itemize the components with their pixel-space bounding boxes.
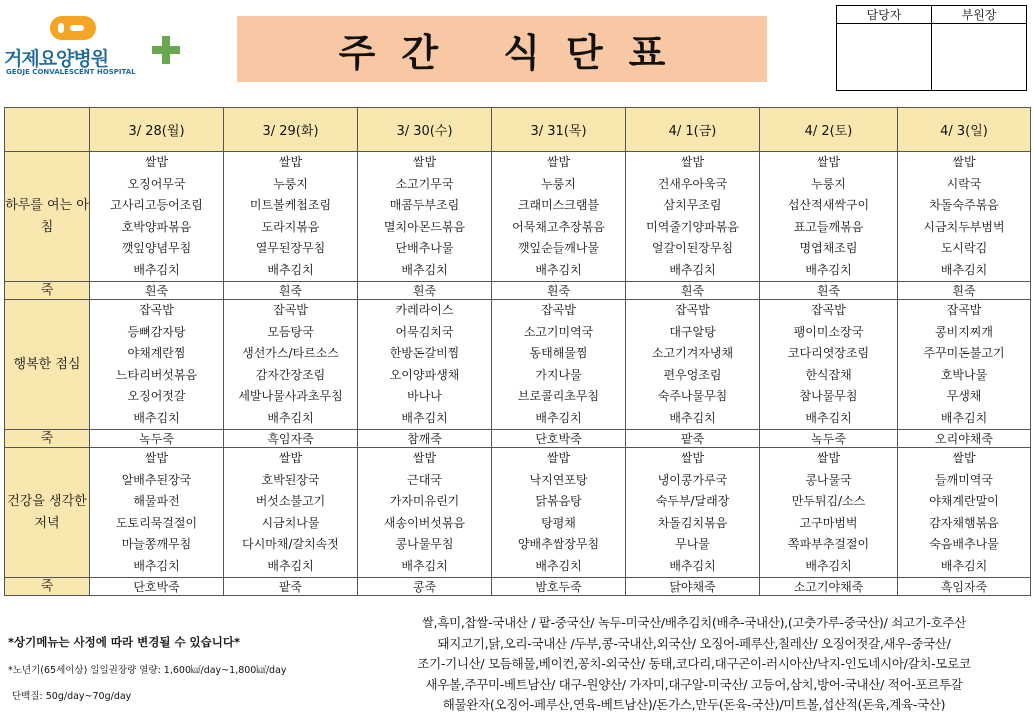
dinner-label: 건강을 생각한 저녁 — [5, 448, 90, 578]
breakfast-menu-cell — [760, 152, 898, 282]
origin-line: 돼지고기,닭,오리-국내산 /두부,콩-국내산,외국산/ 오징어-페루산,칠레산/ 오징어젓갈,새우-중국산/ — [437, 635, 951, 651]
porridge-item: 흰죽 — [358, 282, 492, 300]
menu-item: 쪽파부추걸절이 — [787, 537, 870, 551]
day-header: 4/ 3(일) — [898, 108, 1031, 152]
menu-item: 배추김치 — [401, 410, 448, 425]
menu-item: 배추김치 — [267, 558, 314, 573]
menu-item: 주꾸미돈불고기 — [923, 346, 1005, 360]
porridge-item: 녹두죽 — [90, 430, 224, 448]
menu-item: 배추김치 — [133, 410, 180, 425]
menu-item: 고구마범벅 — [799, 515, 858, 530]
porridge-item: 닭야채죽 — [626, 578, 760, 596]
menu-item: 감자간장조림 — [255, 367, 326, 382]
menu-item: 한식잡채 — [805, 367, 852, 382]
menu-item: 가지나물 — [535, 367, 582, 382]
dinner-row — [5, 448, 1031, 578]
menu-item: 쌀밥 — [816, 451, 841, 465]
dinner-menu-cell — [224, 448, 358, 578]
origin-line: 쌀,흑미,찹쌀-국내산 / 팥-중국산/ 녹두-미국산/배추김치(배추-국내산),(고춧가루-중국산)/ 쇠고기-호주산 — [421, 615, 967, 630]
lunch-menu-cell — [492, 300, 626, 430]
porridge-item: 참깨죽 — [358, 430, 492, 448]
medical-cross-icon — [152, 36, 180, 64]
origin-line: 조기-기니산/ 모듬해물,베이컨,꽁치-외국산/ 동태,코다리,대구곤이-러시아산/낙지-인도네시아/갈치-모로코 — [417, 656, 971, 672]
menu-item: 깻잎양념무침 — [121, 241, 192, 255]
menu-item: 잡곡밥 — [675, 303, 710, 317]
approval-header-manager: 담당자 — [837, 6, 932, 24]
menu-item: 쌀밥 — [952, 155, 976, 169]
breakfast-porridge-label: 죽 — [5, 282, 90, 300]
logo-subtitle: GEOJE CONVALESCENT HOSPITAL — [6, 68, 136, 76]
change-notice: *상기메뉴는 사정에 따라 변경될 수 있습니다* — [8, 635, 241, 649]
menu-item: 마늘쫑깨무침 — [121, 537, 192, 551]
menu-item: 크래미스크램블 — [517, 198, 600, 212]
menu-item: 잡곡밥 — [273, 303, 308, 317]
menu-item: 참나물무침 — [799, 389, 858, 403]
porridge-item: 흰죽 — [90, 282, 224, 300]
menu-item: 냉이콩가루국 — [657, 472, 728, 487]
lunch-label: 행복한 점심 — [5, 300, 90, 430]
menu-item: 배추김치 — [669, 558, 716, 573]
menu-item: 표고들깨볶음 — [793, 219, 864, 234]
approval-header-vice-director: 부원장 — [932, 6, 1027, 24]
menu-item: 배추김치 — [267, 410, 314, 425]
menu-item: 오징어젓갈 — [127, 389, 186, 403]
menu-item: 배추김치 — [805, 262, 852, 277]
menu-item: 콩비지찌개 — [935, 324, 993, 339]
menu-item: 쌀밥 — [680, 451, 705, 465]
menu-item: 오징어무국 — [127, 176, 186, 191]
menu-item: 가자미유린기 — [389, 494, 460, 508]
lunch-menu-cell — [90, 300, 224, 430]
menu-item: 카레라이스 — [395, 303, 454, 317]
menu-item: 느타리버섯볶음 — [115, 367, 198, 382]
lunch-porridge-label: 죽 — [5, 430, 90, 448]
menu-item: 섭산적새싹구이 — [787, 198, 870, 212]
menu-item: 숙음배추나물 — [929, 537, 999, 551]
porridge-item: 흑임자죽 — [224, 430, 358, 448]
menu-item: 모듬탕국 — [267, 324, 314, 339]
menu-item: 깻잎순들깨나물 — [517, 241, 600, 255]
notes — [8, 634, 358, 702]
menu-item: 누룽지 — [811, 176, 846, 191]
menu-item: 해물파전 — [133, 494, 180, 508]
menu-item: 배추김치 — [940, 262, 988, 277]
porridge-item: 팥죽 — [626, 430, 760, 448]
breakfast-menu-cell — [626, 152, 760, 282]
menu-item: 소고기무국 — [395, 176, 454, 191]
menu-item: 쌀밥 — [952, 451, 976, 465]
porridge-item: 팥죽 — [224, 578, 358, 596]
menu-item: 오이양파생채 — [389, 367, 460, 382]
lunch-menu-cell — [626, 300, 760, 430]
menu-item: 팽이미소장국 — [793, 324, 864, 339]
menu-item: 미역줄기양파볶음 — [646, 219, 739, 234]
approval-sign-vice-director[interactable] — [932, 24, 1027, 91]
approval-sign-manager[interactable] — [837, 24, 932, 91]
menu-item: 멸치아몬드볶음 — [383, 219, 466, 234]
menu-item: 쌀밥 — [412, 155, 437, 169]
menu-item: 쌀밥 — [278, 451, 303, 465]
breakfast-menu-cell — [358, 152, 492, 282]
breakfast-label: 하루를 여는 아침 — [5, 152, 90, 282]
menu-item: 감자채햄볶음 — [929, 515, 999, 530]
menu-item: 다시마채/갈치속젓 — [242, 537, 339, 551]
menu-item: 호박된장국 — [261, 472, 320, 487]
day-header: 4/ 2(토) — [760, 108, 898, 152]
origin-line: 해물완자(오징어-페루산,연육-베트남산)/돈가스,만두(돈육-국산)/미트볼,섭산적(돈육,계육-국산) — [442, 697, 946, 713]
porridge-item: 단호박죽 — [90, 578, 224, 596]
menu-item: 시금치나물 — [261, 515, 320, 530]
menu-item: 잡곡밥 — [541, 303, 576, 317]
menu-item: 코다리엿장조림 — [787, 346, 870, 360]
lunch-menu-cell — [760, 300, 898, 430]
breakfast-menu-cell — [492, 152, 626, 282]
menu-item: 버섯소불고기 — [255, 494, 326, 508]
menu-item: 배추김치 — [669, 262, 716, 277]
menu-item: 배추김치 — [267, 262, 314, 277]
day-header: 3/ 31(목) — [492, 108, 626, 152]
menu-item: 대구알탕 — [669, 324, 716, 339]
porridge-item: 소고기야채죽 — [760, 578, 898, 596]
day-header-row — [5, 108, 1031, 152]
lunch-menu-cell — [358, 300, 492, 430]
porridge-item: 녹두죽 — [760, 430, 898, 448]
menu-item: 배추김치 — [401, 262, 448, 277]
dinner-menu-cell — [760, 448, 898, 578]
dinner-menu-cell — [358, 448, 492, 578]
dinner-menu-cell — [492, 448, 626, 578]
menu-item: 쌀밥 — [816, 155, 841, 169]
menu-item: 야채계란찜 — [127, 346, 186, 360]
menu-item: 배추김치 — [401, 558, 448, 573]
menu-item: 새송이버섯볶음 — [383, 515, 466, 530]
menu-item: 세발나물사과초무침 — [238, 389, 343, 403]
porridge-item: 흑임자죽 — [898, 578, 1031, 596]
menu-item: 도토리묵걸절이 — [115, 515, 198, 530]
menu-item: 누룽지 — [273, 176, 308, 191]
menu-item: 배추김치 — [940, 410, 988, 425]
menu-item: 생선가스/타르소스 — [242, 346, 339, 360]
menu-item: 삼치무조림 — [663, 198, 722, 212]
menu-item: 배추김치 — [535, 410, 582, 425]
menu-item: 배추김치 — [669, 410, 716, 425]
menu-item: 배추김치 — [940, 558, 988, 573]
porridge-item: 흰죽 — [224, 282, 358, 300]
dinner-porridge-label: 죽 — [5, 578, 90, 596]
corner-cell — [5, 108, 90, 152]
porridge-item: 흰죽 — [898, 282, 1031, 300]
menu-item: 건새우아욱국 — [657, 176, 728, 191]
dinner-menu-cell — [90, 448, 224, 578]
lunch-menu-cell — [224, 300, 358, 430]
menu-item: 한방돈갈비찜 — [389, 346, 460, 360]
dinner-porridge-row — [5, 578, 1031, 596]
menu-item: 잡곡밥 — [946, 303, 982, 317]
logo-emblem-icon — [50, 16, 96, 40]
dinner-menu-cell — [626, 448, 760, 578]
menu-item: 배추김치 — [133, 558, 180, 573]
porridge-item: 단호박죽 — [492, 430, 626, 448]
menu-item: 무생채 — [946, 389, 982, 403]
menu-item: 배추김치 — [535, 262, 582, 277]
menu-item: 미트볼케첩조림 — [249, 198, 332, 212]
menu-table — [4, 107, 1031, 596]
origin-info — [358, 613, 1030, 716]
menu-item: 야채계란말이 — [929, 494, 999, 508]
menu-item: 배추김치 — [805, 410, 852, 425]
menu-item: 만두튀김/소스 — [791, 494, 866, 508]
menu-item: 알배추된장국 — [121, 472, 192, 487]
hospital-logo — [4, 10, 200, 82]
menu-item: 시금치두부범벅 — [923, 219, 1005, 234]
menu-item: 열무된장무침 — [255, 241, 326, 255]
breakfast-row — [5, 152, 1031, 282]
menu-item: 차돌숙주볶음 — [929, 198, 999, 212]
menu-item: 도라지볶음 — [261, 219, 320, 234]
menu-item: 쌀밥 — [144, 451, 169, 465]
menu-item: 동태해물찜 — [529, 346, 588, 360]
menu-item: 잡곡밥 — [139, 303, 174, 317]
menu-item: 낙지연포탕 — [529, 472, 588, 487]
calorie-note: *노년기(65세이상) 일일권장량 열량: 1,600㎉/day~1,800㎉/day — [8, 665, 287, 676]
menu-item: 단배추나물 — [395, 241, 454, 255]
menu-item: 콩나물무침 — [395, 537, 454, 551]
menu-item: 차돌김치볶음 — [657, 515, 728, 530]
menu-item: 배추김치 — [133, 262, 180, 277]
menu-item: 소고기미역국 — [523, 324, 594, 339]
page-title: 주간 식단표 — [338, 30, 692, 75]
menu-item: 무나물 — [675, 537, 710, 551]
menu-item: 얼갈이된장무침 — [651, 241, 734, 255]
menu-item: 닭볶음탕 — [535, 494, 582, 508]
menu-item: 매콤두부조림 — [389, 198, 460, 212]
menu-item: 숙두부/달래장 — [655, 494, 730, 508]
lunch-porridge-row — [5, 430, 1031, 448]
menu-item: 바나나 — [407, 389, 442, 403]
breakfast-menu-cell — [90, 152, 224, 282]
menu-item: 잡곡밥 — [811, 303, 846, 317]
menu-item: 도시락김 — [940, 241, 988, 255]
menu-item: 시락국 — [946, 176, 982, 191]
menu-item: 배추김치 — [805, 558, 852, 573]
menu-item: 소고기겨자냉채 — [651, 346, 734, 360]
menu-item: 누룽지 — [541, 176, 576, 191]
menu-item: 쌀밥 — [278, 155, 303, 169]
menu-item: 등뼈감자탕 — [127, 324, 186, 339]
logo-name: 거제요양병원 — [4, 48, 109, 70]
porridge-item: 흰죽 — [760, 282, 898, 300]
menu-item: 쌀밥 — [546, 155, 571, 169]
porridge-item: 밤호두죽 — [492, 578, 626, 596]
day-header: 4/ 1(금) — [626, 108, 760, 152]
menu-item: 쌀밥 — [412, 451, 437, 465]
breakfast-menu-cell — [898, 152, 1031, 282]
day-header: 3/ 29(화) — [224, 108, 358, 152]
porridge-item: 콩죽 — [358, 578, 492, 596]
menu-item: 호박양파볶음 — [121, 219, 192, 234]
menu-item: 명엽채조림 — [799, 241, 858, 255]
day-header: 3/ 28(월) — [90, 108, 224, 152]
breakfast-porridge-row — [5, 282, 1031, 300]
menu-item: 들깨미역국 — [935, 472, 993, 487]
menu-item: 배추김치 — [535, 558, 582, 573]
menu-item: 어묵김치국 — [395, 324, 454, 339]
menu-item: 탕평채 — [541, 515, 576, 530]
day-header: 3/ 30(수) — [358, 108, 492, 152]
title-banner — [237, 16, 767, 82]
menu-item: 쌀밥 — [680, 155, 705, 169]
lunch-menu-cell — [898, 300, 1031, 430]
menu-item: 고사리고등어조림 — [110, 198, 203, 212]
protein-note: 단백질: 50g/day~70g/day — [12, 691, 132, 702]
breakfast-menu-cell — [224, 152, 358, 282]
menu-item: 숙주나물무침 — [657, 389, 728, 403]
menu-item: 콩나물국 — [805, 472, 852, 487]
porridge-item: 흰죽 — [492, 282, 626, 300]
menu-item: 호박나물 — [940, 367, 988, 382]
menu-item: 브로콜리초무침 — [517, 389, 600, 403]
dinner-menu-cell — [898, 448, 1031, 578]
menu-item: 근대국 — [407, 472, 442, 487]
menu-item: 편우엉조림 — [663, 367, 722, 382]
menu-item: 어묵채고추장볶음 — [512, 219, 605, 234]
porridge-item: 흰죽 — [626, 282, 760, 300]
menu-item: 쌀밥 — [546, 451, 571, 465]
approval-box — [836, 5, 1027, 91]
origin-line: 새우볼,주꾸미-베트남산/ 대구-원양산/ 가자미,대구알-미국산/ 고등어,삼치,방어-국내산/ 적어-포르투갈 — [425, 676, 963, 692]
menu-item: 쌀밥 — [144, 155, 169, 169]
lunch-row — [5, 300, 1031, 430]
menu-item: 양배추쌈장무침 — [517, 537, 600, 551]
porridge-item: 오리야채죽 — [898, 430, 1031, 448]
